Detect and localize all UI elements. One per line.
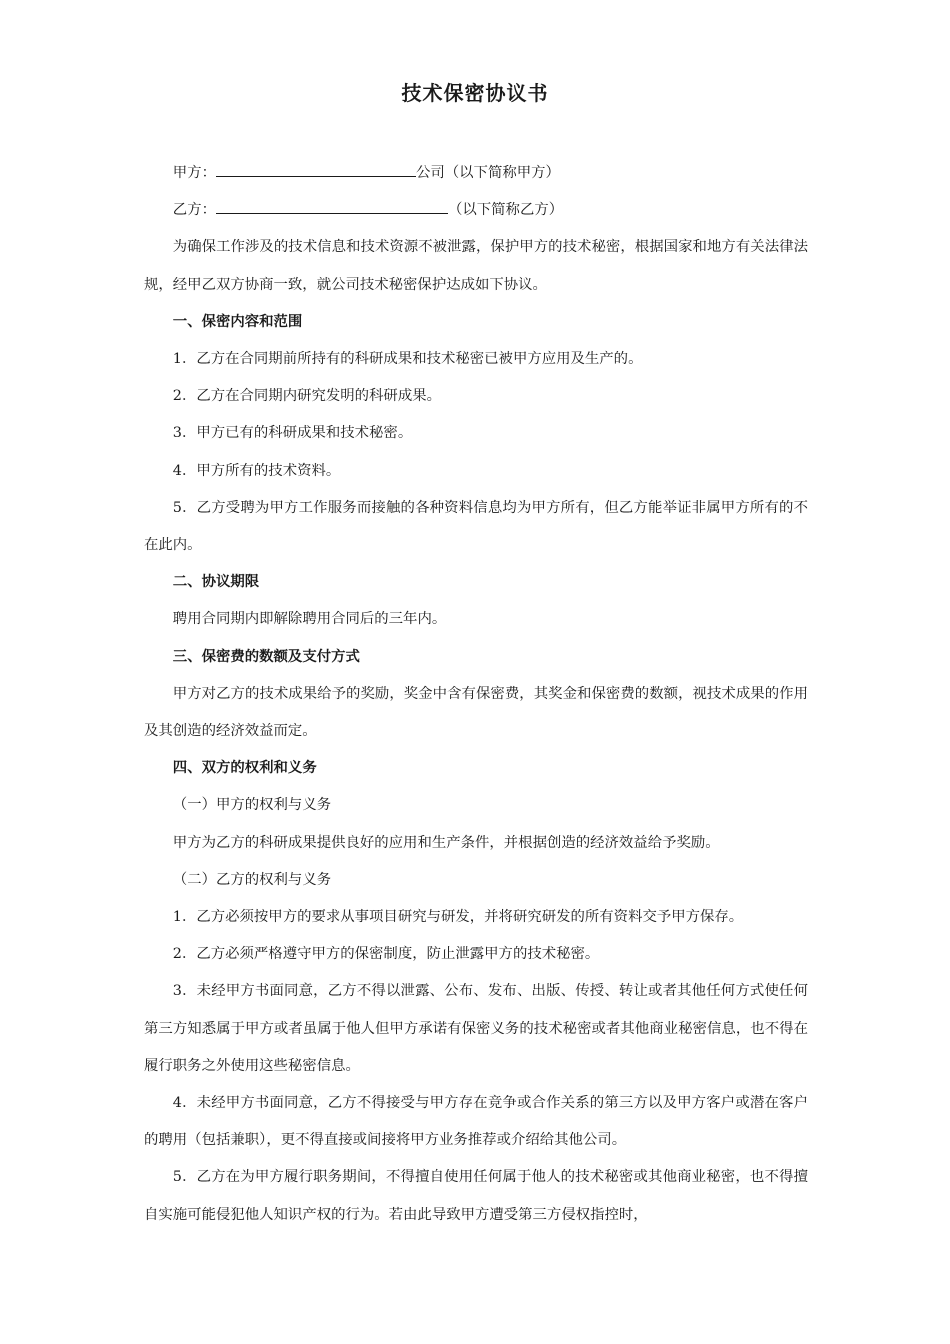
section-1-heading: 一、保密内容和范围 — [172, 313, 303, 330]
party-a-line — [144, 155, 808, 192]
section-2-text: 聘用合同期内即解除聘用合同后的三年内。 — [172, 611, 447, 628]
s4-item: 1．乙方必须按甲方的要求从事项目研究与研发，并将研究研发的所有资料交予甲方保存。 — [172, 909, 744, 926]
s4-item: 3．未经甲方书面同意，乙方不得以泄露、公布、发布、出版、传授、转让或者其他任何方式使任何第三方知悉属于甲方或者虽属于他人但甲方承诺有保密义务的技术秘密或者其他商业秘密信息，也不得在履行职务之外使用这些秘密信息。 — [144, 983, 808, 1074]
party-b-blank[interactable] — [216, 198, 448, 214]
section-4-heading: 四、双方的权利和义务 — [172, 760, 317, 777]
subsection-2-heading: （二）乙方的权利与义务 — [172, 871, 332, 888]
section-3-text: 甲方对乙方的技术成果给予的奖励，奖金中含有保密费，其奖金和保密费的数额，视技术成果的作用及其创造的经济效益而定。 — [144, 685, 808, 740]
section-2-heading: 二、协议期限 — [172, 574, 260, 591]
s4-item: 4．未经甲方书面同意，乙方不得接受与甲方存在竞争或合作关系的第三方以及甲方客户或潜在客户的聘用（包括兼职），更不得直接或间接将甲方业务推荐或介绍给其他公司。 — [144, 1095, 808, 1149]
intro-paragraph: 为确保工作涉及的技术信息和技术资源不被泄露，保护甲方的技术秘密，根据国家和地方有关法律法规，经甲乙双方协商一致，就公司技术秘密保护达成如下协议。 — [144, 239, 808, 293]
party-a-suffix: 公司（以下简称甲方） — [415, 165, 560, 181]
party-a-label: 甲方： — [172, 165, 216, 181]
s1-item: 4．甲方所有的技术资料。 — [172, 462, 341, 479]
party-a-blank[interactable] — [216, 161, 416, 177]
s4-item: 5．乙方在为甲方履行职务期间，不得擅自使用任何属于他人的技术秘密或其他商业秘密，也不得擅自实施可能侵犯他人知识产权的行为。若由此导致甲方遭受第三方侵权指控时， — [144, 1169, 808, 1223]
s1-item: 3．甲方已有的科研成果和技术秘密。 — [172, 425, 413, 442]
s1-item: 2．乙方在合同期内研究发明的科研成果。 — [172, 388, 441, 405]
s1-item: 5．乙方受聘为甲方工作服务而接触的各种资料信息均为甲方所有，但乙方能举证非属甲方所有的不在此内。 — [144, 499, 808, 554]
s4-item: 2．乙方必须严格遵守甲方的保密制度，防止泄露甲方的技术秘密。 — [172, 946, 600, 963]
party-b-line — [144, 192, 808, 229]
section-3-heading: 三、保密费的数额及支付方式 — [172, 648, 360, 665]
party-b-label: 乙方： — [172, 202, 216, 219]
subsection-1-text: 甲方为乙方的科研成果提供良好的应用和生产条件，并根据创造的经济效益给予奖励。 — [172, 834, 720, 851]
document-title: 技术保密协议书 — [401, 81, 549, 105]
subsection-1-heading: （一）甲方的权利与义务 — [172, 797, 332, 814]
document-body — [144, 155, 808, 1234]
party-b-suffix: （以下简称乙方） — [447, 202, 564, 219]
s1-item: 1．乙方在合同期前所持有的科研成果和技术秘密已被甲方应用及生产的。 — [172, 351, 643, 368]
